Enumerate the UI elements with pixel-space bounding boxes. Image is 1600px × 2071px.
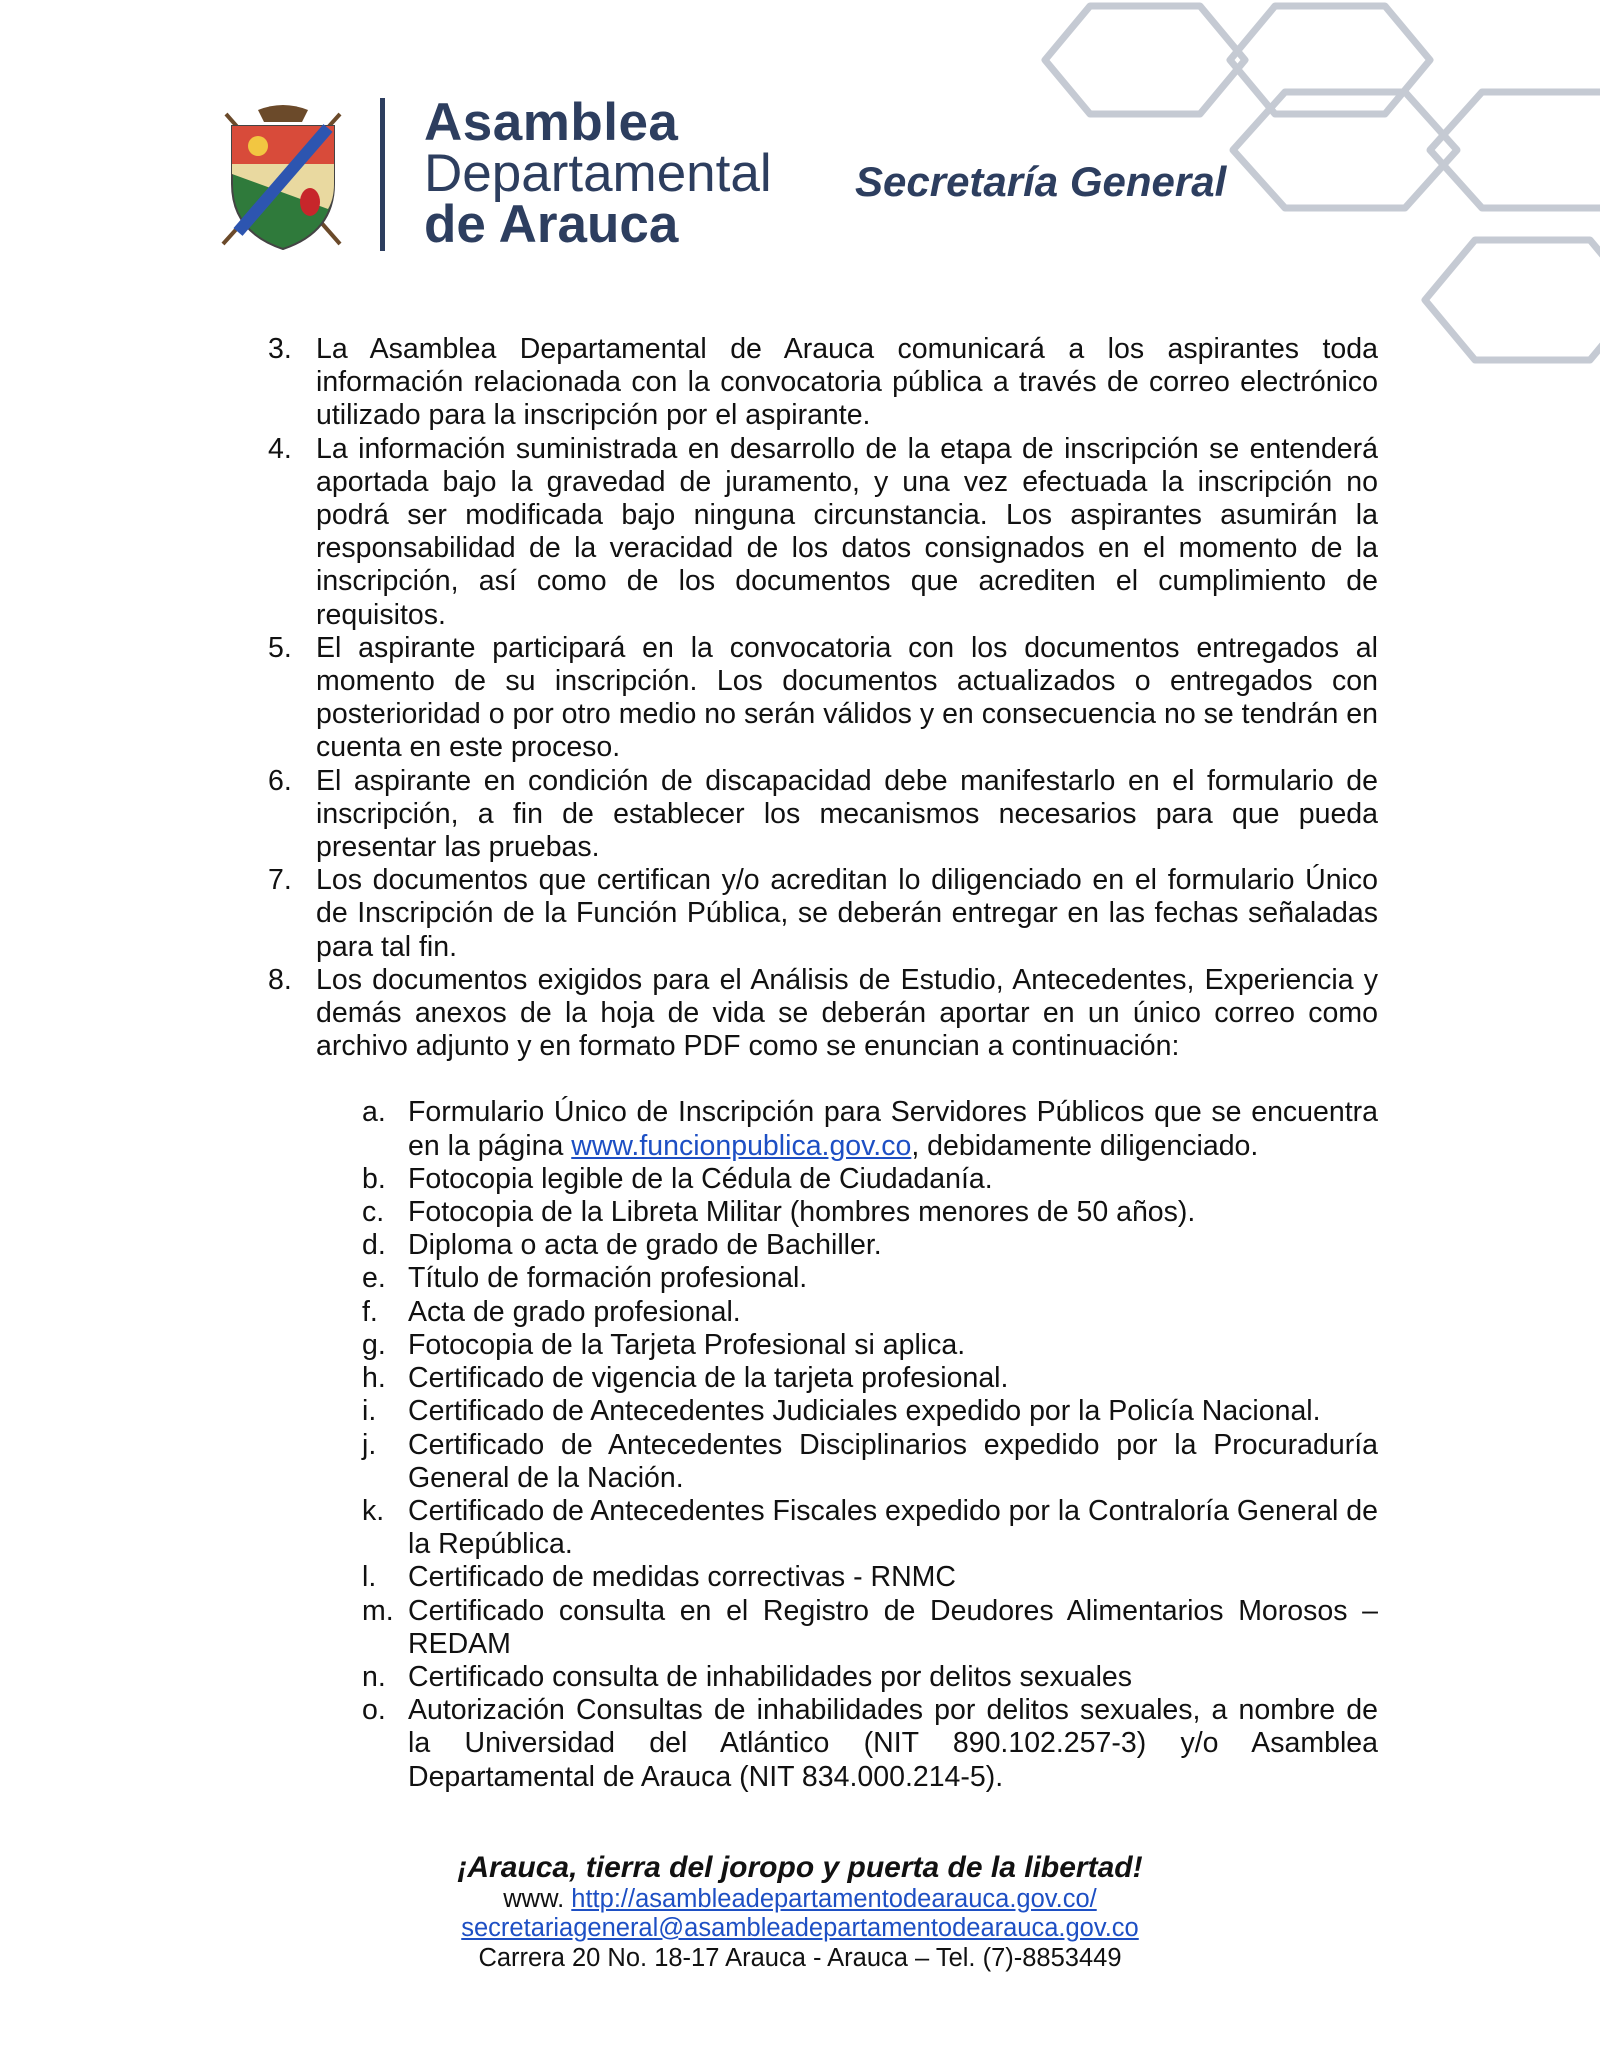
department-title: Secretaría General [855, 158, 1227, 205]
sub-list-item: j. Certificado de Antecedentes Disciplinarios expedido por la Procuraduría General de la Nación. [362, 1428, 1378, 1494]
sub-list-item: h. Certificado de vigencia de la tarjeta profesional. [362, 1362, 1009, 1395]
sub-list-item: m. Certificado consulta en el Registro de Deudores Alimentarios Morosos – REDAM [362, 1594, 1378, 1660]
footer-email-line [0, 1914, 1600, 1944]
sub-list-item: k. Certificado de Antecedentes Fiscales expedido por la Contraloría General de la República. [362, 1494, 1378, 1561]
page-footer [0, 1853, 1600, 1973]
footer-slogan: ¡Arauca, tierra del joropo y puerta de la libertad! [457, 1851, 1143, 1884]
required-documents-list [362, 1096, 1378, 1793]
footer-website-line: www. http://asambleadepartamentodearauca.gov.co/ [503, 1884, 1097, 1913]
funcionpublica-link[interactable]: www.funcionpublica.gov.co [571, 1129, 912, 1162]
org-name-line1: Asamblea [424, 93, 679, 152]
email-link[interactable]: secretariageneral@asambleadepartamentodearauca.gov.co [461, 1914, 1139, 1942]
sub-list-item: e. Título de formación profesional. [362, 1262, 808, 1295]
organization-name [424, 93, 772, 254]
sub-list-item: i. Certificado de Antecedentes Judiciales expedido por la Policía Nacional. [362, 1395, 1321, 1428]
website-link[interactable]: http://asambleadepartamentodearauca.gov.co/ [571, 1884, 1097, 1913]
sub-list-item: d. Diploma o acta de grado de Bachiller. [362, 1229, 882, 1262]
list-item: 5. El aspirante participará en la convocatoria con los documentos entregados al momento de su inscripción. Los documentos actualizados o entregados con posterioridad o por otro medio no serán válidos y en consecuencia no se tendrán en cuenta en este proceso. [268, 631, 1378, 764]
sub-list-item: b. Fotocopia legible de la Cédula de Ciudadanía. [362, 1162, 993, 1195]
list-item: 6. El aspirante en condición de discapacidad debe manifestarlo en el formulario de inscripción, a fin de establecer los mecanismos necesarios para que pueda presentar las pruebas. [268, 764, 1378, 864]
coat-of-arms-icon [218, 104, 348, 254]
sub-list-item: f. Acta de grado profesional. [362, 1295, 741, 1328]
sub-list-item: g. Fotocopia de la Tarjeta Profesional si aplica. [362, 1328, 966, 1361]
sub-list-item: n. Certificado consulta de inhabilidades por delitos sexuales [362, 1660, 1133, 1693]
list-item: 4. La información suministrada en desarrollo de la etapa de inscripción se entenderá aportada bajo la gravedad de juramento, y una vez efectuada la inscripción no podrá ser modificada bajo ninguna circunstancia. Los aspirantes asumirán la responsabilidad de la veracidad de los datos consignados en el momento de la inscripción, así como de los documentos que acrediten el cumplimiento de requisitos. [268, 432, 1378, 631]
org-name-line2: Departamental [424, 144, 772, 203]
list-item: 8. Los documentos exigidos para el Análisis de Estudio, Antecedentes, Experiencia y demás anexos de la hoja de vida se deberán aportar en un único correo como archivo adjunto y en formato PDF como se enuncian a continuación: [268, 963, 1378, 1063]
footer-address: Carrera 20 No. 18-17 Arauca - Arauca – Tel. (7)-8853449 [478, 1943, 1122, 1972]
sub-list-item: c. Fotocopia de la Libreta Militar (hombres menores de 50 años). [362, 1196, 1196, 1229]
header-divider [380, 98, 385, 251]
document-body [268, 333, 1378, 1794]
list-item: 3. La Asamblea Departamental de Arauca comunicará a los aspirantes toda información relacionada con la convocatoria pública a través de correo electrónico utilizado para la inscripción por el aspirante. [268, 333, 1378, 432]
sub-list-item: l. Certificado de medidas correctivas - RNMC [362, 1561, 956, 1594]
list-item: 7. Los documentos que certifican y/o acreditan lo diligenciado en el formulario Único de Inscripción de la Función Pública, se deberán entregar en las fechas señaladas para tal fin. [268, 864, 1378, 963]
sub-list-item: a. Formulario Único de Inscripción para Servidores Públicos que se encuentra en la página www.funcionpublica.gov.co, debidamente diligenciado. [362, 1096, 1378, 1162]
sub-list-item: o. Autorización Consultas de inhabilidades por delitos sexuales, a nombre de la Universidad del Atlántico (NIT 890.102.257-3) y/o Asamblea Departamental de Arauca (NIT 834.000.214-5). [362, 1694, 1378, 1793]
org-name-line3: de Arauca [424, 195, 679, 254]
